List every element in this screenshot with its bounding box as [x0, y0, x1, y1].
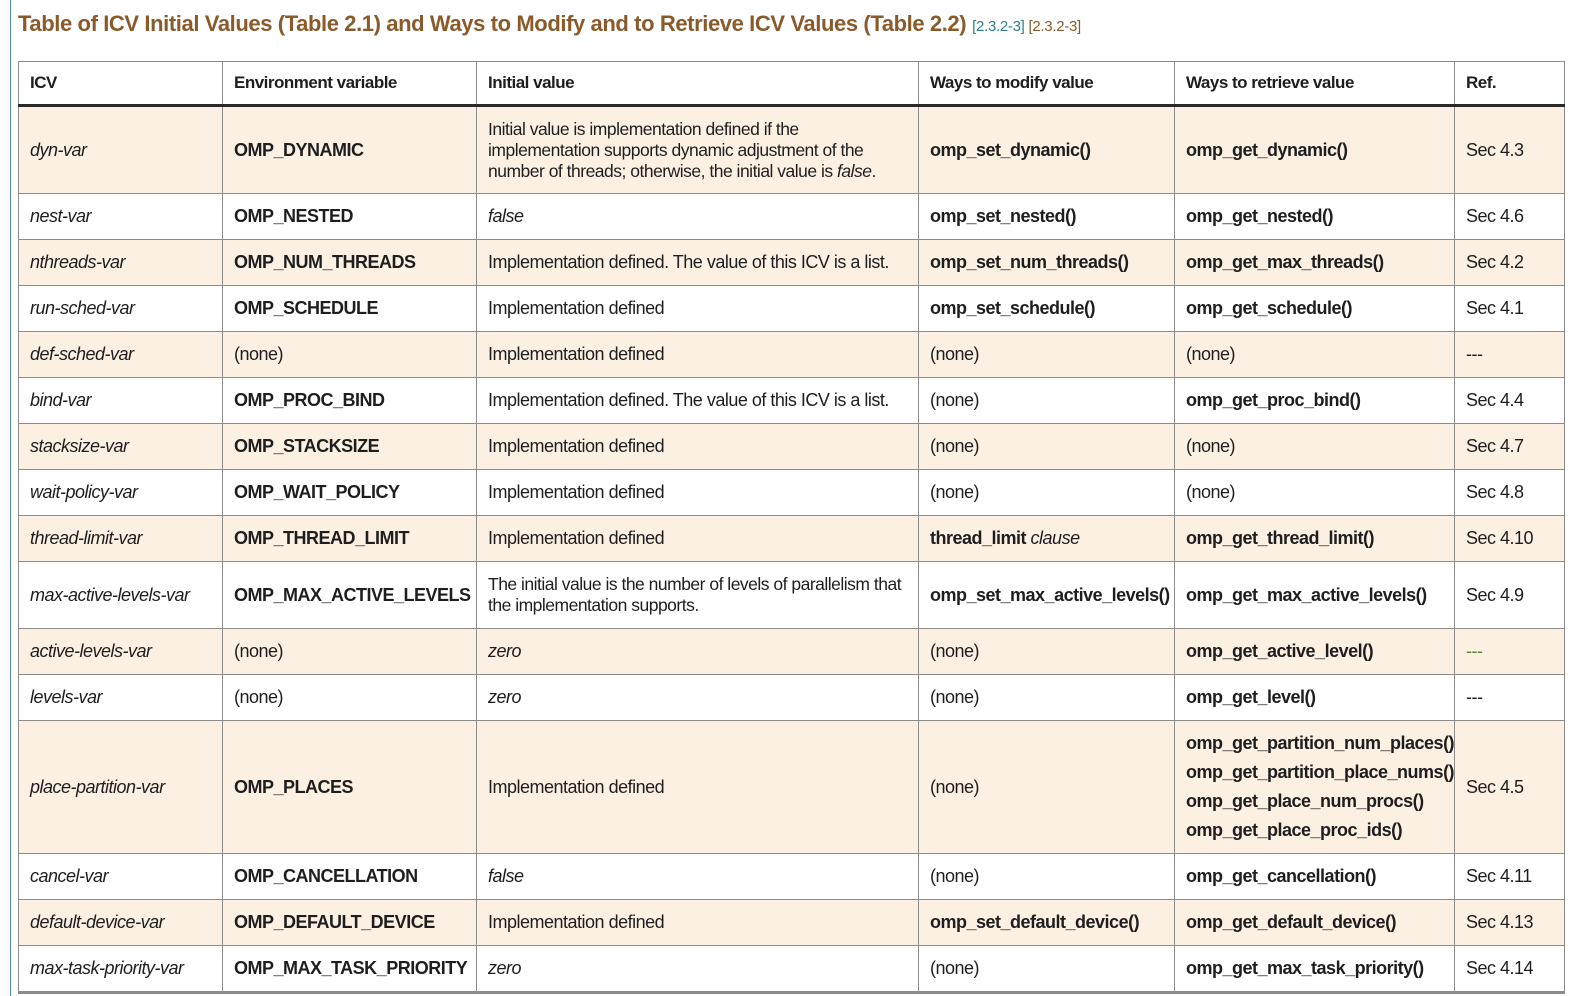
env-cell: OMP_DYNAMIC	[223, 106, 477, 194]
icv-cell: default-device-var	[19, 900, 223, 946]
table-row	[19, 240, 1565, 286]
icv-cell: active-levels-var	[19, 629, 223, 675]
icv-cell: dyn-var	[19, 106, 223, 194]
retrieve-cell: omp_get_active_level()	[1175, 629, 1455, 675]
modify-cell: omp_set_nested()	[919, 194, 1175, 240]
left-margin-rule	[10, 0, 11, 996]
initial-value-cell: Implementation defined	[477, 470, 919, 516]
env-cell: OMP_THREAD_LIMIT	[223, 516, 477, 562]
env-cell: (none)	[223, 675, 477, 721]
env-cell: OMP_PROC_BIND	[223, 378, 477, 424]
icv-cell: bind-var	[19, 378, 223, 424]
header-modify: Ways to modify value	[919, 62, 1175, 106]
modify-cell: (none)	[919, 721, 1175, 854]
ref-cell: Sec 4.7	[1455, 424, 1565, 470]
header-ref: Ref.	[1455, 62, 1565, 106]
icv-cell: cancel-var	[19, 854, 223, 900]
modify-cell: (none)	[919, 470, 1175, 516]
initial-value-cell: Implementation defined	[477, 286, 919, 332]
table-row	[19, 106, 1565, 194]
env-cell: OMP_DEFAULT_DEVICE	[223, 900, 477, 946]
header-env-var: Environment variable	[223, 62, 477, 106]
ref-cell: Sec 4.10	[1455, 516, 1565, 562]
modify-cell: (none)	[919, 629, 1175, 675]
modify-cell: omp_set_max_active_levels()	[919, 562, 1175, 629]
table-row	[19, 562, 1565, 629]
icv-cell: nest-var	[19, 194, 223, 240]
initial-value-cell: zero	[477, 675, 919, 721]
initial-value-cell: Initial value is implementation defined if the implementation supports dynamic adjustment of the number of threads; otherwise, the initial value is false.	[477, 106, 919, 194]
spec-ref-link-secondary[interactable]: [2.3.2-3]	[1028, 18, 1081, 35]
modify-cell: (none)	[919, 675, 1175, 721]
initial-value-cell: zero	[477, 629, 919, 675]
initial-value-cell: zero	[477, 946, 919, 993]
env-cell: (none)	[223, 629, 477, 675]
table-row	[19, 675, 1565, 721]
table-row	[19, 424, 1565, 470]
env-cell: OMP_NUM_THREADS	[223, 240, 477, 286]
table-row	[19, 629, 1565, 675]
ref-cell: Sec 4.13	[1455, 900, 1565, 946]
header-initial-value: Initial value	[477, 62, 919, 106]
env-cell: OMP_NESTED	[223, 194, 477, 240]
table-row	[19, 946, 1565, 993]
retrieve-cell: omp_get_default_device()	[1175, 900, 1455, 946]
env-cell: OMP_MAX_ACTIVE_LEVELS	[223, 562, 477, 629]
initial-value-cell: Implementation defined	[477, 332, 919, 378]
env-cell: OMP_PLACES	[223, 721, 477, 854]
retrieve-cell: omp_get_nested()	[1175, 194, 1455, 240]
retrieve-cell: omp_get_max_threads()	[1175, 240, 1455, 286]
modify-cell: (none)	[919, 332, 1175, 378]
ref-cell: Sec 4.4	[1455, 378, 1565, 424]
icv-cell: run-sched-var	[19, 286, 223, 332]
modify-cell: (none)	[919, 424, 1175, 470]
title-text: Table of ICV Initial Values (Table 2.1) and Ways to Modify and to Retrieve ICV Values (Table 2.2)	[18, 11, 967, 36]
retrieve-cell: omp_get_proc_bind()	[1175, 378, 1455, 424]
icv-table	[18, 61, 1565, 994]
retrieve-cell	[1175, 721, 1455, 854]
retrieve-cell: (none)	[1175, 470, 1455, 516]
initial-value-cell: false	[477, 854, 919, 900]
ref-cell: Sec 4.14	[1455, 946, 1565, 993]
retrieve-fn: omp_get_partition_num_places()	[1186, 733, 1455, 753]
retrieve-fn: omp_get_place_num_procs()	[1186, 791, 1424, 811]
icv-cell: levels-var	[19, 675, 223, 721]
modify-cell: omp_set_num_threads()	[919, 240, 1175, 286]
ref-cell: Sec 4.11	[1455, 854, 1565, 900]
icv-cell: wait-policy-var	[19, 470, 223, 516]
ref-cell: Sec 4.1	[1455, 286, 1565, 332]
initial-value-cell: Implementation defined	[477, 516, 919, 562]
env-cell: OMP_SCHEDULE	[223, 286, 477, 332]
retrieve-cell: omp_get_cancellation()	[1175, 854, 1455, 900]
env-cell: (none)	[223, 332, 477, 378]
initial-value-cell: Implementation defined	[477, 424, 919, 470]
retrieve-cell: omp_get_max_task_priority()	[1175, 946, 1455, 993]
retrieve-cell: (none)	[1175, 424, 1455, 470]
page-title	[18, 11, 1081, 37]
initial-value-cell: Implementation defined. The value of this ICV is a list.	[477, 378, 919, 424]
icv-cell: max-task-priority-var	[19, 946, 223, 993]
table-row	[19, 194, 1565, 240]
ref-cell: Sec 4.8	[1455, 470, 1565, 516]
table-row	[19, 854, 1565, 900]
retrieve-fn: omp_get_place_proc_ids()	[1186, 820, 1403, 840]
modify-cell: thread_limit clause	[919, 516, 1175, 562]
env-cell: OMP_STACKSIZE	[223, 424, 477, 470]
icv-cell: nthreads-var	[19, 240, 223, 286]
table-row	[19, 470, 1565, 516]
table-row	[19, 900, 1565, 946]
env-cell: OMP_WAIT_POLICY	[223, 470, 477, 516]
ref-cell: ---	[1455, 675, 1565, 721]
initial-value-cell: false	[477, 194, 919, 240]
retrieve-cell: omp_get_level()	[1175, 675, 1455, 721]
modify-cell: (none)	[919, 378, 1175, 424]
env-cell: OMP_MAX_TASK_PRIORITY	[223, 946, 477, 993]
modify-cell: omp_set_schedule()	[919, 286, 1175, 332]
initial-value-cell: Implementation defined	[477, 721, 919, 854]
retrieve-cell: omp_get_schedule()	[1175, 286, 1455, 332]
retrieve-cell: omp_get_dynamic()	[1175, 106, 1455, 194]
retrieve-cell: (none)	[1175, 332, 1455, 378]
ref-cell: Sec 4.2	[1455, 240, 1565, 286]
table-row	[19, 721, 1565, 854]
icv-cell: max-active-levels-var	[19, 562, 223, 629]
icv-cell: stacksize-var	[19, 424, 223, 470]
ref-cell: Sec 4.5	[1455, 721, 1565, 854]
ref-cell: ---	[1455, 629, 1565, 675]
ref-cell: Sec 4.6	[1455, 194, 1565, 240]
table-header-row	[19, 62, 1565, 106]
initial-value-cell: Implementation defined. The value of this ICV is a list.	[477, 240, 919, 286]
spec-ref-link[interactable]: [2.3.2-3]	[972, 18, 1025, 35]
initial-value-cell: Implementation defined	[477, 900, 919, 946]
table-row	[19, 332, 1565, 378]
table-row	[19, 286, 1565, 332]
retrieve-cell: omp_get_max_active_levels()	[1175, 562, 1455, 629]
icv-cell: thread-limit-var	[19, 516, 223, 562]
icv-cell: place-partition-var	[19, 721, 223, 854]
env-cell: OMP_CANCELLATION	[223, 854, 477, 900]
initial-value-cell: The initial value is the number of levels of parallelism that the implementation supports.	[477, 562, 919, 629]
ref-cell: Sec 4.3	[1455, 106, 1565, 194]
modify-cell: (none)	[919, 854, 1175, 900]
icv-cell: def-sched-var	[19, 332, 223, 378]
table-row	[19, 378, 1565, 424]
modify-cell: omp_set_dynamic()	[919, 106, 1175, 194]
ref-cell: ---	[1455, 332, 1565, 378]
table-row	[19, 516, 1565, 562]
modify-cell: omp_set_default_device()	[919, 900, 1175, 946]
retrieve-cell: omp_get_thread_limit()	[1175, 516, 1455, 562]
header-icv: ICV	[19, 62, 223, 106]
ref-cell: Sec 4.9	[1455, 562, 1565, 629]
retrieve-fn: omp_get_partition_place_nums()	[1186, 762, 1455, 782]
modify-cell: (none)	[919, 946, 1175, 993]
header-retrieve: Ways to retrieve value	[1175, 62, 1455, 106]
